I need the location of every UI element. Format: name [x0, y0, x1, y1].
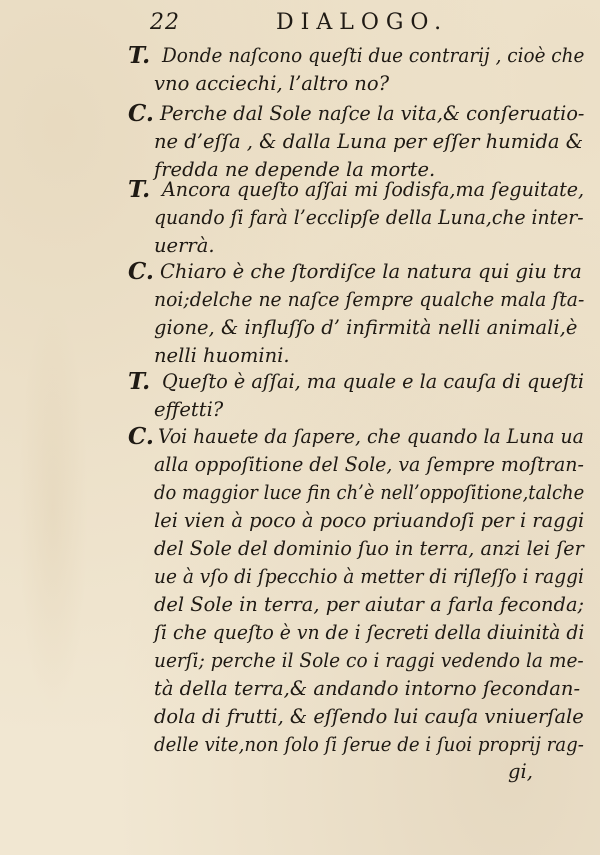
running-head: DIALOGO. — [276, 10, 449, 35]
speaker-label: T. — [128, 42, 151, 69]
text-line: noi;delche ne naſce ſempre qualche mala ſta- — [154, 288, 585, 311]
paper-stain — [18, 300, 88, 720]
text-line: lei vien à poco à poco priuandoſi per i raggi — [154, 509, 585, 532]
text-line: Queſto è aſſai, ma quale e la cauſa di queſti — [162, 370, 584, 393]
speaker-label: T. — [128, 176, 151, 203]
text-line: alla oppoſitione del Sole, va ſempre moſtran- — [154, 453, 584, 476]
speaker-label: T. — [128, 368, 151, 395]
speaker-label: C. — [128, 423, 154, 450]
text-line: del Sole del dominio ſuo in terra, anzi lei ſer — [154, 537, 584, 560]
text-line: del Sole in terra, per aiutar a farla feconda; — [154, 593, 585, 616]
text-line: Voi hauete da ſapere, che quando la Luna ua — [158, 425, 584, 448]
text-line: nelli huomini. — [154, 344, 290, 367]
text-line: ſi che queſto è vn de i ſecreti della diuinità di — [154, 621, 585, 644]
text-line: Chiaro è che ſtordiſce la natura qui giu tra — [160, 260, 582, 283]
text-line: Ancora queſto aſſai mi ſodisfa,ma ſeguitate, — [162, 178, 585, 201]
speaker-label: C. — [128, 100, 154, 127]
text-line: vno acciechi, l’altro no? — [154, 72, 390, 95]
text-line: uerrà. — [154, 234, 215, 257]
text-line: tà della terra,& andando intorno ſecondan- — [154, 677, 581, 700]
text-line: gione, & influſſo d’ infirmità nelli animali,è — [154, 316, 578, 339]
speaker-label: C. — [128, 258, 154, 285]
text-line: Perche dal Sole naſce la vita,& conſeruatio- — [160, 102, 585, 125]
page-header — [150, 6, 570, 40]
text-line: dola di frutti, & eſſendo lui cauſa vniuerſale — [154, 705, 584, 728]
text-line: Donde naſcono queſti due contrarij , cioè che — [162, 44, 585, 67]
text-line: do maggior luce fin ch’è nell’oppoſitione,talche — [154, 481, 585, 504]
text-line: uerſi; perche il Sole co i raggi vedendo la me- — [154, 649, 584, 672]
text-line: delle vite,non ſolo ſi ſerue de i ſuoi proprij rag- — [154, 733, 584, 756]
text-line: fredda ne depende la morte. — [154, 158, 436, 181]
text-line: effetti? — [154, 398, 224, 421]
text-line: quando ſi farà l’ecclipſe della Luna,che inter- — [154, 206, 584, 229]
page-number: 22 — [150, 10, 180, 35]
text-line: ne d’eſſa , & dalla Luna per eſſer humida & — [154, 130, 584, 153]
text-line: ue à vſo di ſpecchio à metter di riſleſſo i raggi — [154, 565, 584, 588]
catchword: gi, — [508, 760, 533, 783]
